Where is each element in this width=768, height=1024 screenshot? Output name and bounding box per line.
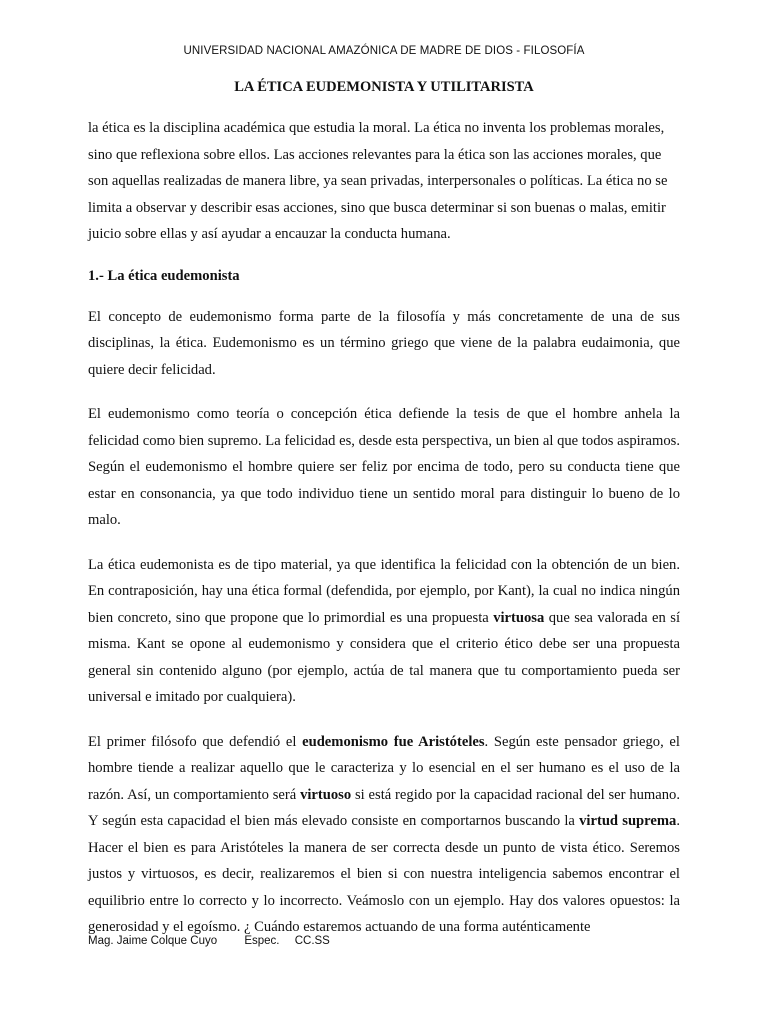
paragraph-aristotle <box>88 729 680 941</box>
paragraph-eudemonism-concept: El concepto de eudemonismo forma parte de la filosofía y más concretamente de una de sus disciplinas, la ética. Eudemonismo es un término griego que viene de la palabra eudaimonia, que quiere decir felicidad. <box>88 308 680 378</box>
bold-term: virtuoso <box>300 786 352 803</box>
section-heading: 1.- La ética eudemonista <box>88 267 240 284</box>
footer-spec-value: CC.SS <box>294 935 330 947</box>
paragraph-text: que sea valorada en sí misma. Kant se opone al eudemonismo y considera que el criterio ético debe ser una propuesta general sin contenido alguno (por ejemplo, actúa de tal manera que tu comportamiento pueda ser universal e imitado por cualquiera). <box>88 609 680 705</box>
paragraph-text: . Hacer el bien es para Aristóteles la manera de ser correcta desde un punto de vista ético. Seremos justos y virtuosos, es decir, realizaremos el bien si con nuestra inteligencia sabemos encontrar el equilibrio entre lo correcto y lo incorrecto. Veámoslo con un ejemplo. Hay dos valores opuestos: la generosidad y el egoísmo. ¿ Cuándo estaremos actuando de una forma auténticamente <box>88 813 680 935</box>
page-footer <box>88 935 330 947</box>
document-title: LA ÉTICA EUDEMONISTA Y UTILITARISTA <box>234 79 534 95</box>
page-header: UNIVERSIDAD NACIONAL AMAZÓNICA DE MADRE DE DIOS - FILOSOFÍA <box>183 45 585 57</box>
paragraph-eudemonism-theory: El eudemonismo como teoría o concepción ética defiende la tesis de que el hombre anhela la felicidad como bien supremo. La felicidad es, desde esta perspectiva, un bien al que todos aspiramos. Según el eudemonismo el hombre quiere ser feliz por encima de todo, pero su conducta tiene que estar en consonancia, ya que todo individuo tiene un sentido moral para distinguir lo bueno de lo malo. <box>88 406 680 528</box>
bold-term: eudemonismo fue Aristóteles <box>302 733 485 750</box>
paragraph-text: La ética eudemonista es de tipo material, ya que identifica la felicidad con la obtención de un bien. En contraposición, hay una ética formal (defendida, por ejemplo, por Kant), la cual no indica ningún bien concreto, sino que propone que lo primordial es una propuesta <box>88 556 680 626</box>
document-body <box>88 115 680 941</box>
footer-spec-label: Espec. <box>244 935 280 947</box>
paragraph-text: si está regido por la capacidad racional del ser humano. Y según esta capacidad el bien más elevado consiste en comportarnos buscando la <box>88 786 680 829</box>
paragraph-text: El primer filósofo que defendió el <box>88 733 303 750</box>
paragraph-text: . Según este pensador griego, el hombre tiende a realizar aquello que le caracteriza y lo esencial en el ser humano es el uso de la razón. Así, un comportamiento será <box>88 733 680 803</box>
footer-author: Mag. Jaime Colque Cuyo <box>88 935 218 947</box>
bold-term: virtud suprema <box>579 813 677 829</box>
bold-term: virtuosa <box>493 609 545 626</box>
paragraph-material-ethics <box>88 552 680 711</box>
intro-paragraph: la ética es la disciplina académica que estudia la moral. La ética no inventa los problemas morales, sino que reflexiona sobre ellos. Las acciones relevantes para la ética son las acciones morales, que son aquellas realizadas de manera libre, ya sean privadas, interpersonales o políticas. La ética no se limita a observar y describir esas acciones, sino que busca determinar si son buenas o malas, emitir juicio sobre ellas y así ayudar a encauzar la conducta humana. <box>88 120 668 242</box>
